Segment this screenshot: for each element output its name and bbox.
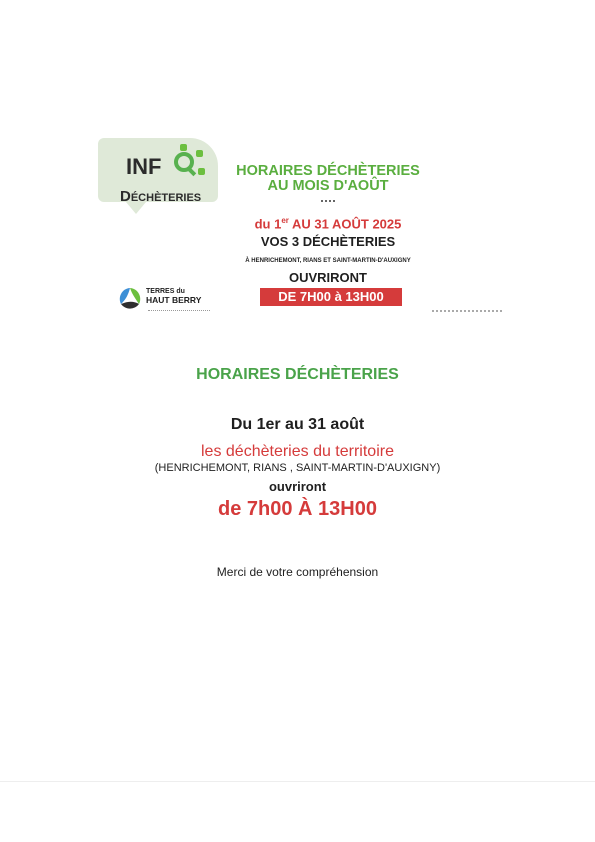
fine-print xyxy=(432,310,502,313)
info-word: INF xyxy=(126,154,162,179)
info-poster xyxy=(92,130,512,325)
logo-text: TERRES du HAUT BERRY xyxy=(146,288,202,305)
body-decheteries: les déchèteries du territoire xyxy=(201,443,394,460)
body-title: HORAIRES DÉCHÈTERIES xyxy=(196,366,399,383)
leaf-icon xyxy=(198,168,205,175)
poster-hours-banner: DE 7H00 à 13H00 xyxy=(260,288,402,306)
leaf-icon xyxy=(180,144,187,151)
dotted-divider xyxy=(321,200,335,204)
terres-du-haut-berry-logo xyxy=(118,286,218,314)
poster-date: du 1er AU 31 AOÛT 2025 xyxy=(254,216,402,232)
body-hours: de 7h00 À 13H00 xyxy=(218,498,377,520)
poster-vos-decheteries: VOS 3 DÉCHÈTERIES xyxy=(260,234,396,249)
body-towns: (HENRICHEMONT, RIANS , SAINT-MARTIN-D'AUXIGNY) xyxy=(154,462,441,474)
poster-ouvriront: OUVRIRONT xyxy=(289,270,367,285)
poster-title: HORAIRES DÉCHÈTERIES AU MOIS D'AOÛT xyxy=(236,163,420,194)
body-ouvriront: ouvriront xyxy=(268,479,327,494)
logo-icon xyxy=(118,286,142,312)
leaf-icon xyxy=(196,150,203,157)
decheteries-word: DÉCHÈTERIES xyxy=(120,188,202,205)
poster-towns: À HENRICHEMONT, RIANS ET SAINT-MARTIN-D'AUXIGNY xyxy=(245,258,411,264)
body-date: Du 1er au 31 août xyxy=(230,416,365,433)
body-thanks: Merci de votre compréhension xyxy=(216,565,379,579)
magnifier-icon xyxy=(174,152,194,172)
logo-underline xyxy=(148,310,210,311)
scan-edge-line xyxy=(0,781,595,782)
